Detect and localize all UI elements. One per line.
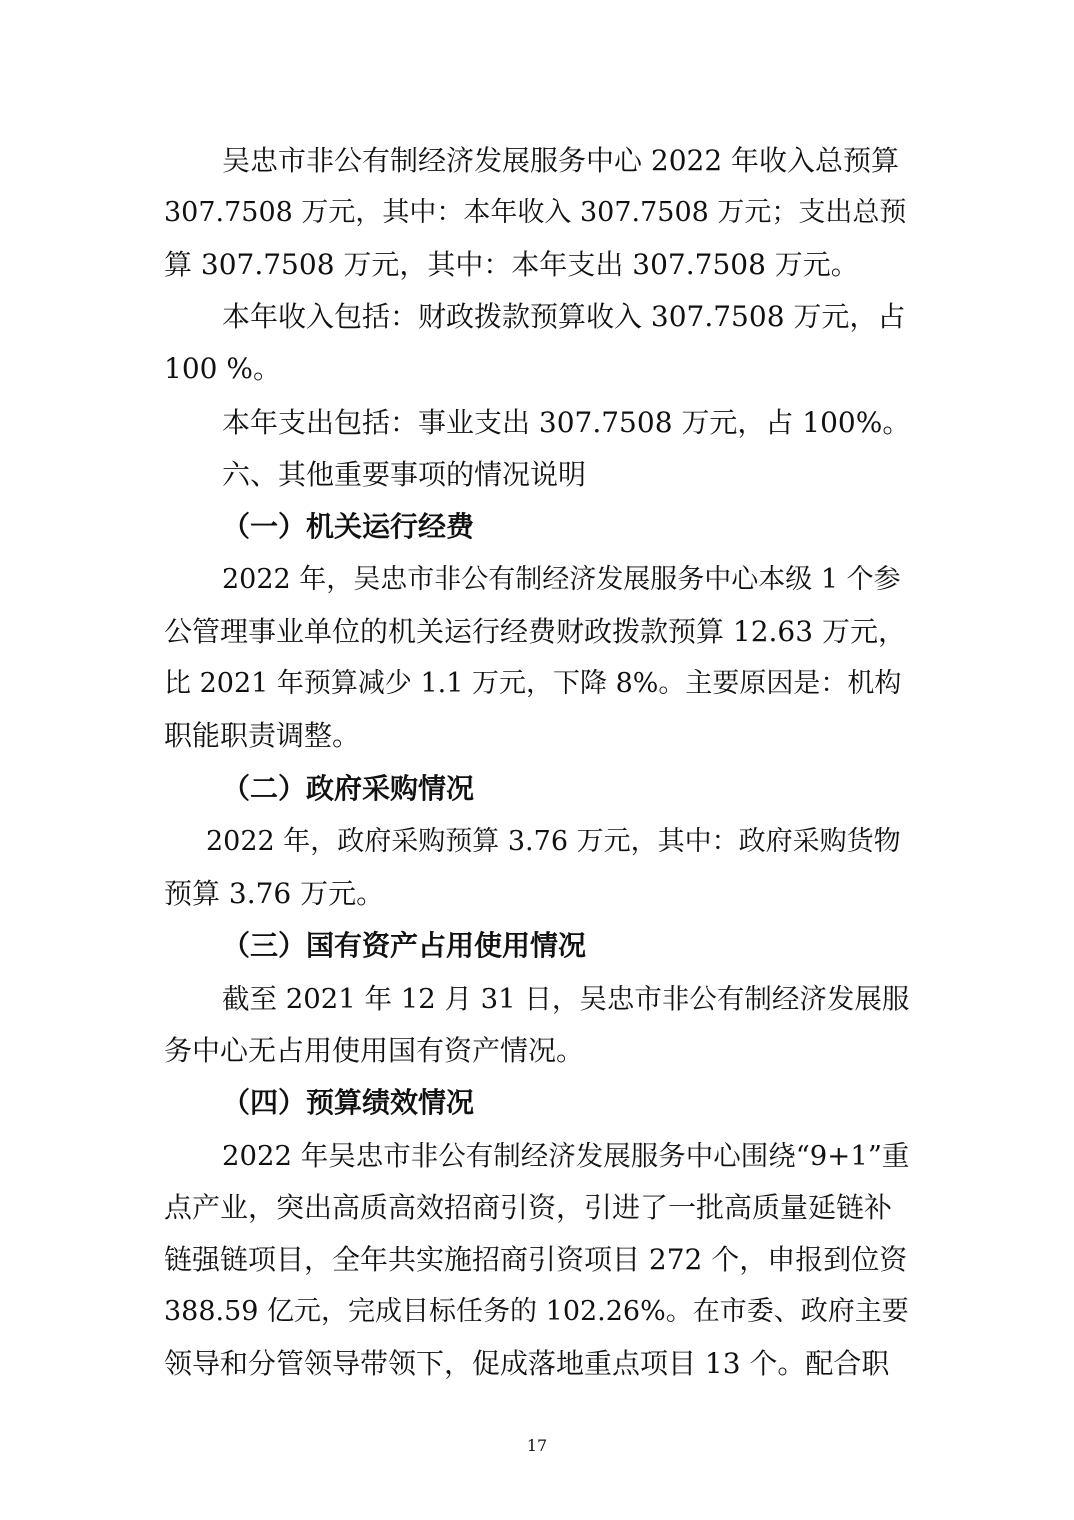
paragraph-line: 预算 3.76 万元。	[164, 877, 385, 910]
page-number: 17	[526, 1436, 548, 1455]
paragraph-line: 务中心无占用使用国有资产情况。	[164, 1034, 585, 1067]
paragraph-line: 领导和分管领导带领下，促成落地重点项目 13 个。配合职	[164, 1347, 890, 1380]
paragraph-line: 链强链项目，全年共实施招商引资项目 272 个，申报到位资	[164, 1243, 908, 1276]
paragraph-line: 吴忠市非公有制经济发展服务中心 2022 年收入总预算	[222, 144, 900, 177]
paragraph-line: 2022 年吴忠市非公有制经济发展服务中心围绕“9+1”重	[222, 1140, 910, 1172]
paragraph-line: 100 %。	[164, 352, 281, 385]
paragraph-line: 算 307.7508 万元，其中：本年支出 307.7508 万元。	[164, 248, 859, 281]
paragraph-line: 307.7508 万元，其中：本年收入 307.7508 万元；支出总预	[164, 197, 907, 228]
paragraph-line: 公管理事业单位的机关运行经费财政拨款预算 12.63 万元，	[164, 615, 906, 648]
subsection-heading: （一）机关运行经费	[222, 510, 475, 543]
paragraph-line: 比 2021 年预算减少 1.1 万元，下降 8%。主要原因是：机构	[164, 668, 902, 699]
paragraph-line: 2022 年，政府采购预算 3.76 万元，其中：政府采购货物	[206, 826, 901, 857]
subsection-heading: （二）政府采购情况	[222, 772, 475, 805]
paragraph-line: 本年支出包括：事业支出 307.7508 万元，占 100%。	[222, 406, 911, 439]
subsection-heading: （三）国有资产占用使用情况	[222, 929, 587, 962]
paragraph-line: 388.59 亿元，完成目标任务的 102.26%。在市委、政府主要	[164, 1296, 909, 1327]
section-heading: 六、其他重要事项的情况说明	[222, 458, 587, 491]
subsection-heading: （四）预算绩效情况	[222, 1086, 475, 1119]
paragraph-line: 职能职责调整。	[164, 719, 361, 752]
paragraph-line: 截至 2021 年 12 月 31 日，吴忠市非公有制经济发展服	[222, 983, 910, 1015]
paragraph-line: 本年收入包括：财政拨款预算收入 307.7508 万元，占	[222, 300, 906, 333]
paragraph-line: 点产业，突出高质高效招商引资，引进了一批高质量延链补	[164, 1191, 893, 1224]
paragraph-line: 2022 年，吴忠市非公有制经济发展服务中心本级 1 个参	[222, 564, 901, 595]
